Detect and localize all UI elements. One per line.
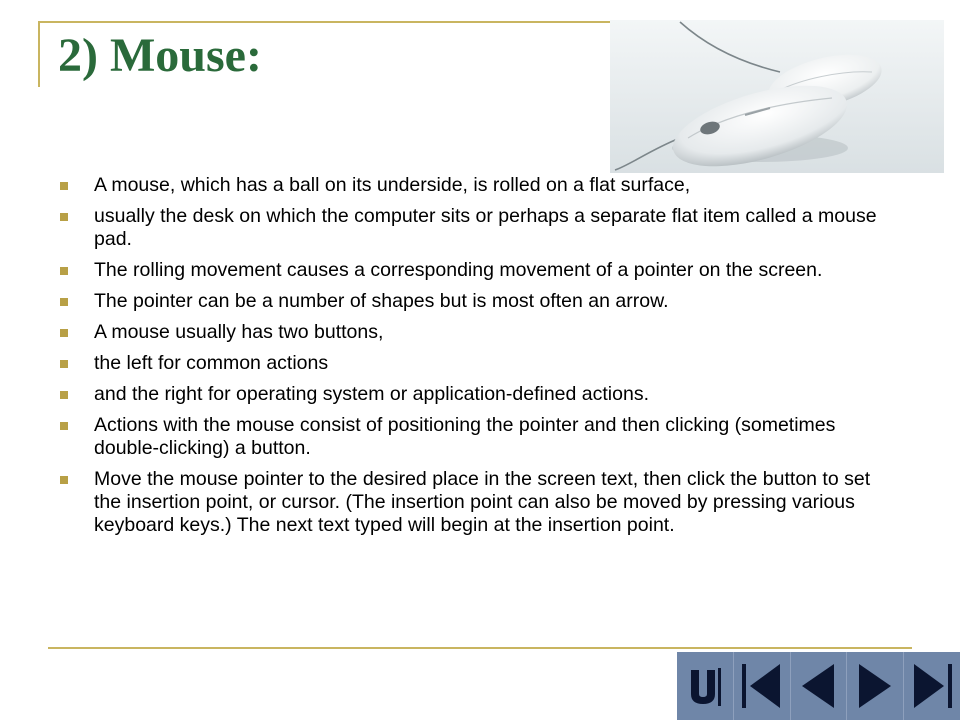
- last-slide-button[interactable]: [904, 652, 960, 720]
- bullet-text: the left for common actions: [94, 352, 329, 374]
- return-button[interactable]: [677, 652, 734, 720]
- bullet-item: [60, 290, 890, 313]
- bullet-item: [60, 383, 890, 406]
- bullet-text: and the right for operating system or application-defined actions.: [94, 383, 649, 405]
- mouse-photo: [610, 20, 944, 173]
- bullet-marker: [60, 422, 68, 430]
- bullet-marker: [60, 298, 68, 306]
- bullet-item: [60, 174, 890, 197]
- bullet-item: [60, 352, 890, 375]
- bullet-text: Actions with the mouse consist of positioning the pointer and then clicking (sometimes double-clicking) a button.: [94, 414, 836, 459]
- bullet-text: A mouse usually has two buttons,: [94, 321, 384, 343]
- bullet-marker: [60, 476, 68, 484]
- title-frame-left-rule: [38, 21, 40, 87]
- bullet-text: Move the mouse pointer to the desired place in the screen text, then click the button to set the insertion point, or cursor. (The insertion point can also be moved by pressing various keyboard keys.) The next text typed will begin at the insertion point.: [94, 468, 871, 536]
- bullet-item: [60, 414, 890, 460]
- bullet-item: [60, 321, 890, 344]
- bullet-marker: [60, 213, 68, 221]
- bullet-marker: [60, 329, 68, 337]
- bullet-text: The rolling movement causes a corresponding movement of a pointer on the screen.: [94, 259, 823, 281]
- last-slide-icon: [910, 661, 954, 711]
- bullet-marker: [60, 391, 68, 399]
- bullet-text: usually the desk on which the computer sits or perhaps a separate flat item called a mouse pad.: [94, 205, 877, 250]
- bullet-list: [60, 174, 890, 545]
- bullet-item: [60, 205, 890, 251]
- footer-rule: [48, 647, 912, 649]
- previous-slide-button[interactable]: [791, 652, 848, 720]
- next-slide-button[interactable]: [847, 652, 904, 720]
- bullet-marker: [60, 267, 68, 275]
- slide-navigation-bar: [677, 652, 960, 720]
- next-icon: [855, 661, 895, 711]
- bullet-text: The pointer can be a number of shapes but is most often an arrow.: [94, 290, 669, 312]
- bullet-marker: [60, 360, 68, 368]
- slide-title: 2) Mouse:: [58, 29, 262, 82]
- return-icon: [685, 664, 725, 708]
- title-frame-top-rule: [38, 21, 638, 23]
- bullet-item: [60, 468, 890, 537]
- first-slide-button[interactable]: [734, 652, 791, 720]
- bullet-marker: [60, 182, 68, 190]
- bullet-text: A mouse, which has a ball on its underside, is rolled on a flat surface,: [94, 174, 691, 196]
- first-slide-icon: [740, 661, 784, 711]
- bullet-item: [60, 259, 890, 282]
- previous-icon: [798, 661, 838, 711]
